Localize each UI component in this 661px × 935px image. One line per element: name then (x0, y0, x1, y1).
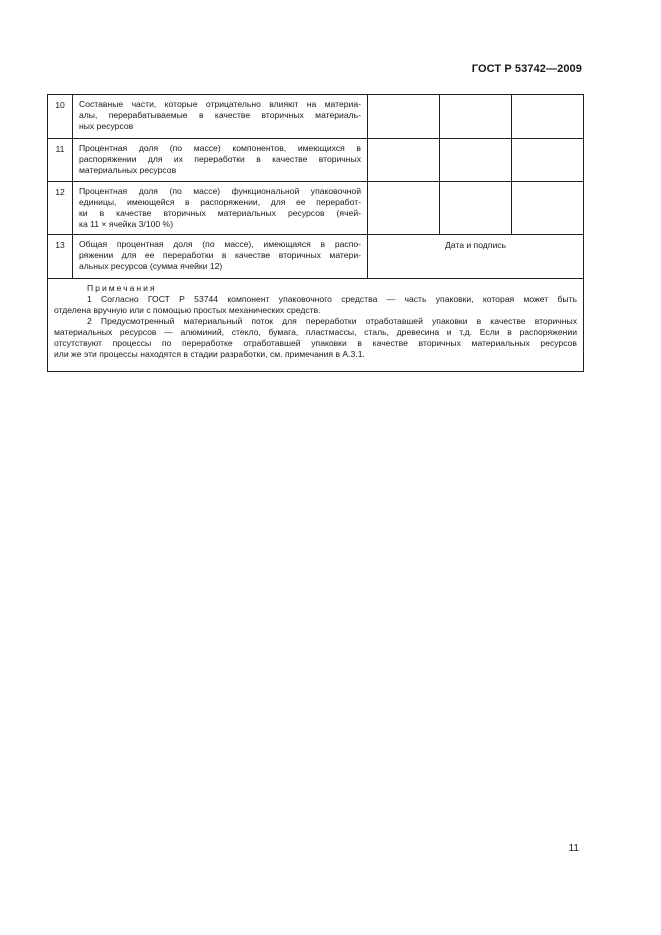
description-line: ных ресурсов (79, 121, 134, 131)
description-line: материальных ресурсов (79, 165, 177, 175)
packaging-assessment-table (47, 94, 584, 372)
description-line: Составные части, которые отрицательно влияют на материа- (79, 99, 361, 109)
note-1-line: отделена вручную или с помощью простых механических средств. (54, 305, 321, 315)
description-line: ка 11 × ячейка 3/100 %) (79, 219, 174, 229)
row-description (73, 139, 368, 182)
table-row (48, 95, 584, 139)
date-and-signature-cell: Дата и подпись (368, 235, 584, 279)
note-2-line: или же эти процессы находятся в стадии разработки, см. примечания в А.3.1. (54, 349, 365, 359)
note-2-line: 2 Предусмотренный материальный поток для переработки отработавшей упаковки в качестве вторичных (87, 316, 577, 326)
empty-cell (440, 182, 512, 235)
description-line: единицы, имеющейся в распоряжении, для ее переработ- (79, 197, 361, 207)
note-2-line: материальных ресурсов — алюминий, стекло, бумага, пластмассы, сталь, древесина и т.д. Если в распоряжении (54, 327, 577, 337)
description-line: Процентная доля (по массе) функциональной упаковочной (79, 186, 361, 196)
row-number: 11 (48, 139, 73, 182)
row-number: 10 (48, 95, 73, 139)
note-1-line: 1 Согласно ГОСТ Р 53744 компонент упаковочного средства — часть упаковки, которая может быть (87, 294, 577, 304)
row-number: 13 (48, 235, 73, 279)
empty-cell (440, 139, 512, 182)
description-line: алы, перерабатываемые в качестве вторичных материаль- (79, 110, 361, 120)
description-line: распоряжении для их переработки в качестве вторичных (79, 154, 361, 164)
note-2-line: отсутствуют процессы по переработке отработавшей упаковки в качестве вторичных материальных ресурсов (54, 338, 577, 348)
empty-cell (512, 95, 584, 139)
page-number: 11 (568, 843, 579, 854)
description-line: Процентная доля (по массе) компонентов, имеющихся в (79, 143, 361, 153)
description-line: альных ресурсов (сумма ячейки 12) (79, 261, 223, 271)
notes-row (48, 279, 584, 372)
description-line: ки в качестве вторичных материальных ресурсов (ячей- (79, 208, 361, 218)
row-description (73, 95, 368, 139)
empty-cell (512, 182, 584, 235)
notes-title: Примечания (87, 283, 157, 293)
document-code: ГОСТ Р 53742—2009 (471, 63, 582, 75)
table-row (48, 235, 584, 279)
row-description (73, 182, 368, 235)
description-line: Общая процентная доля (по массе), имеющаяся в распо- (79, 239, 361, 249)
table-row (48, 182, 584, 235)
row-description (73, 235, 368, 279)
empty-cell (368, 182, 440, 235)
empty-cell (368, 95, 440, 139)
notes-cell (48, 279, 584, 372)
empty-cell (368, 139, 440, 182)
description-line: ряжении для ее переработки в качестве вторичных матери- (79, 250, 361, 260)
table-row (48, 139, 584, 182)
row-number: 12 (48, 182, 73, 235)
empty-cell (512, 139, 584, 182)
empty-cell (440, 95, 512, 139)
